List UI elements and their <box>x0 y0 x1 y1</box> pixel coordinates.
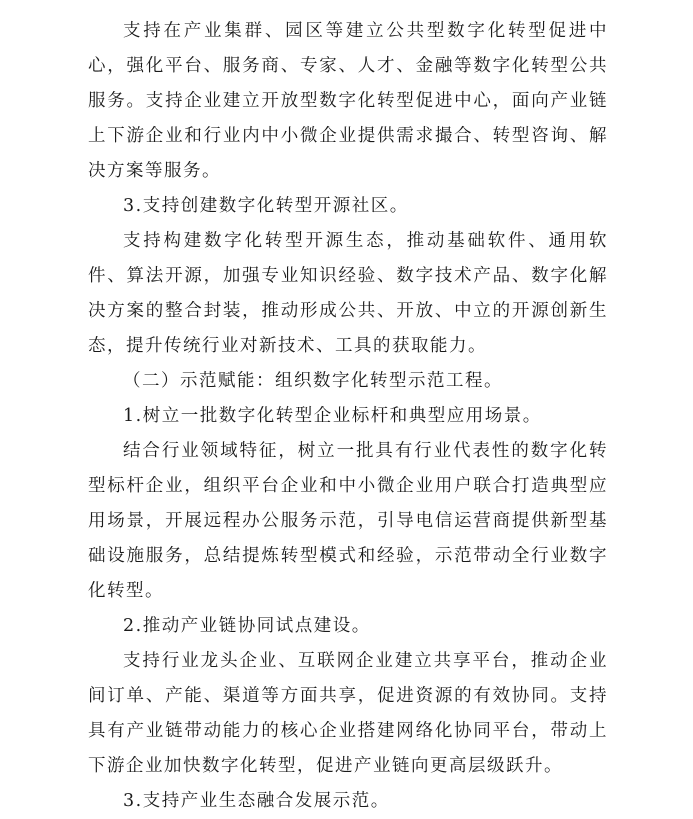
sub-heading: 1.树立一批数字化转型企业标杆和典型应用场景。 <box>123 406 542 426</box>
sub-heading: 2.推动产业链协同试点建设。 <box>123 616 371 636</box>
document-body <box>88 14 608 819</box>
sub-heading: 3.支持产业生态融合发展示范。 <box>123 791 390 811</box>
body-paragraph: 支持构建数字化转型开源生态，推动基础软件、通用软件、算法开源，加强专业知识经验、数字技术产品、数字化解决方案的整合封装，推动形成公共、开放、中立的开源创新生态，提升传统行业对新技术、工具的获取能力。 <box>88 231 608 356</box>
body-paragraph: 支持行业龙头企业、互联网企业建立共享平台，推动企业间订单、产能、渠道等方面共享，促进资源的有效协同。支持具有产业链带动能力的核心企业搭建网络化协同平台，带动上下游企业加快数字化转型，促进产业链向更高层级跃升。 <box>88 651 608 776</box>
sub-heading: 3.支持创建数字化转型开源社区。 <box>123 196 409 216</box>
section-heading: （二）示范赋能：组织数字化转型示范工程。 <box>123 371 503 391</box>
body-paragraph: 支持在产业集群、园区等建立公共型数字化转型促进中心，强化平台、服务商、专家、人才、金融等数字化转型公共服务。支持企业建立开放型数字化转型促进中心，面向产业链上下游企业和行业内中小微企业提供需求撮合、转型咨询、解决方案等服务。 <box>88 21 608 181</box>
body-paragraph: 结合行业领域特征，树立一批具有行业代表性的数字化转型标杆企业，组织平台企业和中小微企业用户联合打造典型应用场景，开展远程办公服务示范，引导电信运营商提供新型基础设施服务，总结提炼转型模式和经验，示范带动全行业数字化转型。 <box>88 441 608 601</box>
